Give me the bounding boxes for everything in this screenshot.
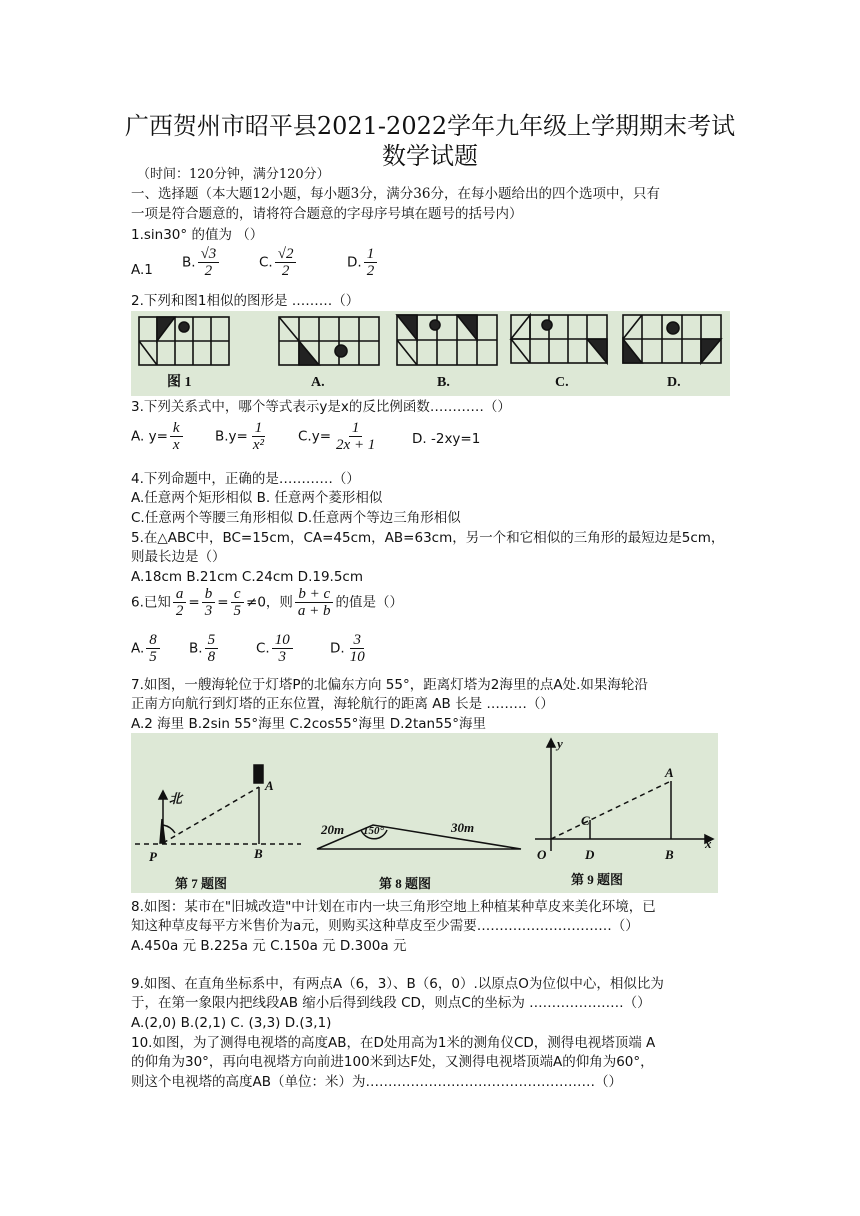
- q6-d-prefix: D.: [330, 640, 345, 657]
- q6-c-den: 3: [278, 649, 286, 665]
- q2-stem: 2.下列和图1相似的图形是 ………（）: [131, 293, 360, 309]
- q3-option-c: [298, 420, 380, 453]
- section-header-line2: 一项是符合题意的，请将符合题意的字母序号填在题号的括号内）: [131, 206, 523, 222]
- q3-stem: 3.下列关系式中，哪个等式表示y是x的反比例函数…………（）: [131, 399, 511, 415]
- f7-north: 北: [169, 791, 183, 806]
- q10-stem-cont: 的仰角为30°，再向电视塔方向前进100米到达F处，又测得电视塔顶端A的仰角为60°，: [131, 1054, 654, 1070]
- q6-f2-den: 3: [204, 603, 213, 619]
- q1-c-num: √2: [275, 246, 297, 263]
- q6-f3-num: c: [231, 586, 244, 603]
- q8-options: A.450a 元 B.225a 元 C.150a 元 D.300a 元: [131, 938, 407, 954]
- q6-f4-den: a + b: [297, 603, 331, 619]
- q10-stem-cont2: 则这个电视塔的高度AB（单位：米）为……………………………………………（）: [131, 1074, 622, 1090]
- f8-left: 20m: [321, 822, 345, 837]
- q5-stem-cont: 则最长边是（）: [131, 549, 226, 565]
- q6-a-fraction: [146, 632, 160, 665]
- figures-7-8-9: [131, 733, 718, 893]
- exam-subtitle: 数学试题: [382, 142, 478, 170]
- label-fig1: 图 1: [167, 375, 192, 390]
- q6-a-den: 5: [149, 649, 157, 665]
- q6-f4-num: b + c: [295, 586, 333, 603]
- q3-b-fraction: [250, 420, 267, 453]
- q8-stem: 8.如图：某市在"旧城改造"中计划在市内一块三角形空地上种植某种草皮来美化环境，已: [131, 899, 656, 915]
- q6-d-den: 10: [349, 649, 365, 665]
- q10-stem: 10.如图，为了测得电视塔的高度AB，在D处用高为1米的测角仪CD，测得电视塔顶端 A: [131, 1035, 656, 1051]
- q6-a-num: 8: [146, 632, 160, 649]
- q4-options-line2: C.任意两个等腰三角形相似 D.任意两个等边三角形相似: [131, 510, 461, 526]
- q6-d-fraction: [347, 632, 368, 665]
- f9-x: x: [705, 836, 712, 851]
- grid-figure-c: [511, 315, 607, 363]
- q3-b-num: 1: [252, 420, 266, 437]
- label-a: A.: [311, 375, 325, 390]
- q1-b-num: √3: [198, 246, 220, 263]
- q6-c-prefix: C.: [256, 640, 270, 657]
- q6-f3-den: 5: [233, 603, 242, 619]
- q3-c-den: 2x + 1: [336, 437, 376, 453]
- q4-stem: 4.下列命题中，正确的是…………（）: [131, 471, 360, 487]
- q1-option-d: [347, 246, 379, 279]
- q6-prefix: 6.已知: [131, 594, 171, 611]
- f7-p: P: [149, 849, 157, 864]
- figures-svg: [131, 733, 718, 893]
- figure-9: [535, 739, 713, 851]
- q6-frac3: [231, 586, 245, 619]
- q6-frac2: [202, 586, 216, 619]
- f7-b: B: [254, 846, 263, 861]
- q9-stem: 9.如图、在直角坐标系中，有两点A（6，3）、B（6，0）.以原点O为位似中心，相似比为: [131, 976, 664, 992]
- q1-b-prefix: B.: [182, 254, 196, 271]
- grid-figure-a: [279, 317, 379, 365]
- figure-8: [317, 825, 521, 849]
- q3-a-fraction: [170, 420, 183, 453]
- f9-c: C: [581, 813, 590, 828]
- figure-7: [135, 765, 301, 844]
- f9-d: D: [585, 847, 595, 862]
- f9-a: A: [665, 765, 674, 780]
- q6-option-c: [256, 632, 295, 665]
- q6-c-fraction: [272, 632, 293, 665]
- grid-figure-1: [139, 317, 229, 365]
- q1-d-num: 1: [364, 246, 378, 263]
- q5-stem: 5.在△ABC中，BC=15cm，CA=45cm，AB=63cm，另一个和它相似的三角形的最短边是5cm，: [131, 530, 725, 546]
- q6-d-num: 3: [350, 632, 364, 649]
- q7-stem: 7.如图，一艘海轮位于灯塔P的北偏东方向 55°，距离灯塔为2海里的点A处.如果海轮沿: [131, 677, 648, 693]
- f8-right: 30m: [451, 820, 475, 835]
- q6-eq2: =: [217, 594, 229, 611]
- q1-c-den: 2: [281, 263, 290, 279]
- f9-y: y: [557, 736, 563, 751]
- f9-b: B: [665, 847, 674, 862]
- q1-option-b: [182, 246, 221, 279]
- q6-b-prefix: B.: [189, 640, 203, 657]
- q3-c-num: 1: [349, 420, 363, 437]
- q3-c-prefix: C.y=: [298, 428, 332, 445]
- q1-b-den: 2: [204, 263, 213, 279]
- f7-caption: 第 7 题图: [175, 876, 228, 891]
- q7-stem-cont: 正南方向航行到灯塔的正东位置，海轮航行的距离 AB 长是 ………（）: [131, 696, 554, 712]
- q3-a-den: x: [172, 437, 180, 453]
- label-c: C.: [555, 375, 569, 390]
- q6-suffix: 的值是（）: [335, 594, 404, 611]
- q6-a-prefix: A.: [131, 640, 145, 657]
- q4-options-line1: A.任意两个矩形相似 B. 任意两个菱形相似: [131, 490, 383, 506]
- q3-c-fraction: [333, 420, 378, 453]
- section-header-line1: 一、选择题（本大题12小题，每小题3分，满分36分，在每小题给出的四个选项中，只有: [131, 186, 660, 202]
- q9-options: A.(2,0) B.(2,1) C. (3,3) D.(3,1): [131, 1015, 332, 1031]
- q7-options: A.2 海里 B.2sin 55°海里 C.2cos55°海里 D.2tan55°海里: [131, 716, 487, 732]
- q1-c-prefix: C.: [259, 254, 273, 271]
- q6-option-a: [131, 632, 162, 665]
- q6-neq: ≠0，则: [246, 594, 293, 611]
- q6-b-num: 5: [205, 632, 219, 649]
- q2-figure: [131, 311, 730, 396]
- grid-figure-d: [623, 315, 721, 363]
- q1-c-fraction: [275, 246, 297, 279]
- q3-a-prefix: A. y=: [131, 428, 168, 445]
- grid-figure-b: [397, 315, 497, 365]
- q5-options: A.18cm B.21cm C.24cm D.19.5cm: [131, 569, 364, 585]
- q3-option-d: D. -2xy=1: [412, 431, 481, 447]
- q6-option-d: [330, 632, 370, 665]
- q6-b-fraction: [205, 632, 219, 665]
- q6-f2-num: b: [202, 586, 216, 603]
- q3-b-den: x²: [252, 437, 265, 453]
- q1-d-fraction: [364, 246, 378, 279]
- q1-option-c: [259, 246, 298, 279]
- exam-title: 广西贺州市昭平县2021-2022学年九年级上学期期末考试: [124, 112, 736, 140]
- q3-b-prefix: B.y=: [215, 428, 248, 445]
- exam-meta: （时间：120分钟，满分120分）: [137, 167, 330, 182]
- f8-angle: 150°: [363, 825, 384, 837]
- label-b: B.: [437, 375, 450, 390]
- f8-caption: 第 8 题图: [379, 876, 432, 891]
- q6-stem: [131, 586, 403, 619]
- q6-frac4: [295, 586, 334, 619]
- q1-d-prefix: D.: [347, 254, 362, 271]
- q1-b-fraction: [198, 246, 220, 279]
- q6-f1-num: a: [173, 586, 187, 603]
- q6-f1-den: 2: [175, 603, 184, 619]
- f9-o: O: [537, 847, 547, 862]
- q6-option-b: [189, 632, 220, 665]
- q1-d-den: 2: [366, 263, 375, 279]
- q6-c-num: 10: [272, 632, 293, 649]
- q6-b-den: 8: [207, 649, 216, 665]
- label-d: D.: [667, 375, 681, 390]
- q6-frac1: [173, 586, 187, 619]
- f9-caption: 第 9 题图: [571, 872, 624, 887]
- q3-a-num: k: [170, 420, 183, 437]
- q2-figure-svg: [131, 311, 730, 396]
- q9-stem-cont: 于，在第一象限内把线段AB 缩小后得到线段 CD，则点C的坐标为 …………………（）: [131, 995, 651, 1011]
- q1-option-a: A.1: [131, 262, 153, 278]
- q8-stem-cont: 知这种草皮每平方米售价为a元，则购买这种草皮至少需要…………………………（）: [131, 918, 639, 934]
- q3-option-b: [215, 420, 269, 453]
- f7-a: A: [265, 778, 274, 793]
- q1-stem: 1.sin30° 的值为 （）: [131, 227, 264, 243]
- q3-option-a: [131, 420, 185, 453]
- q6-eq1: =: [188, 594, 200, 611]
